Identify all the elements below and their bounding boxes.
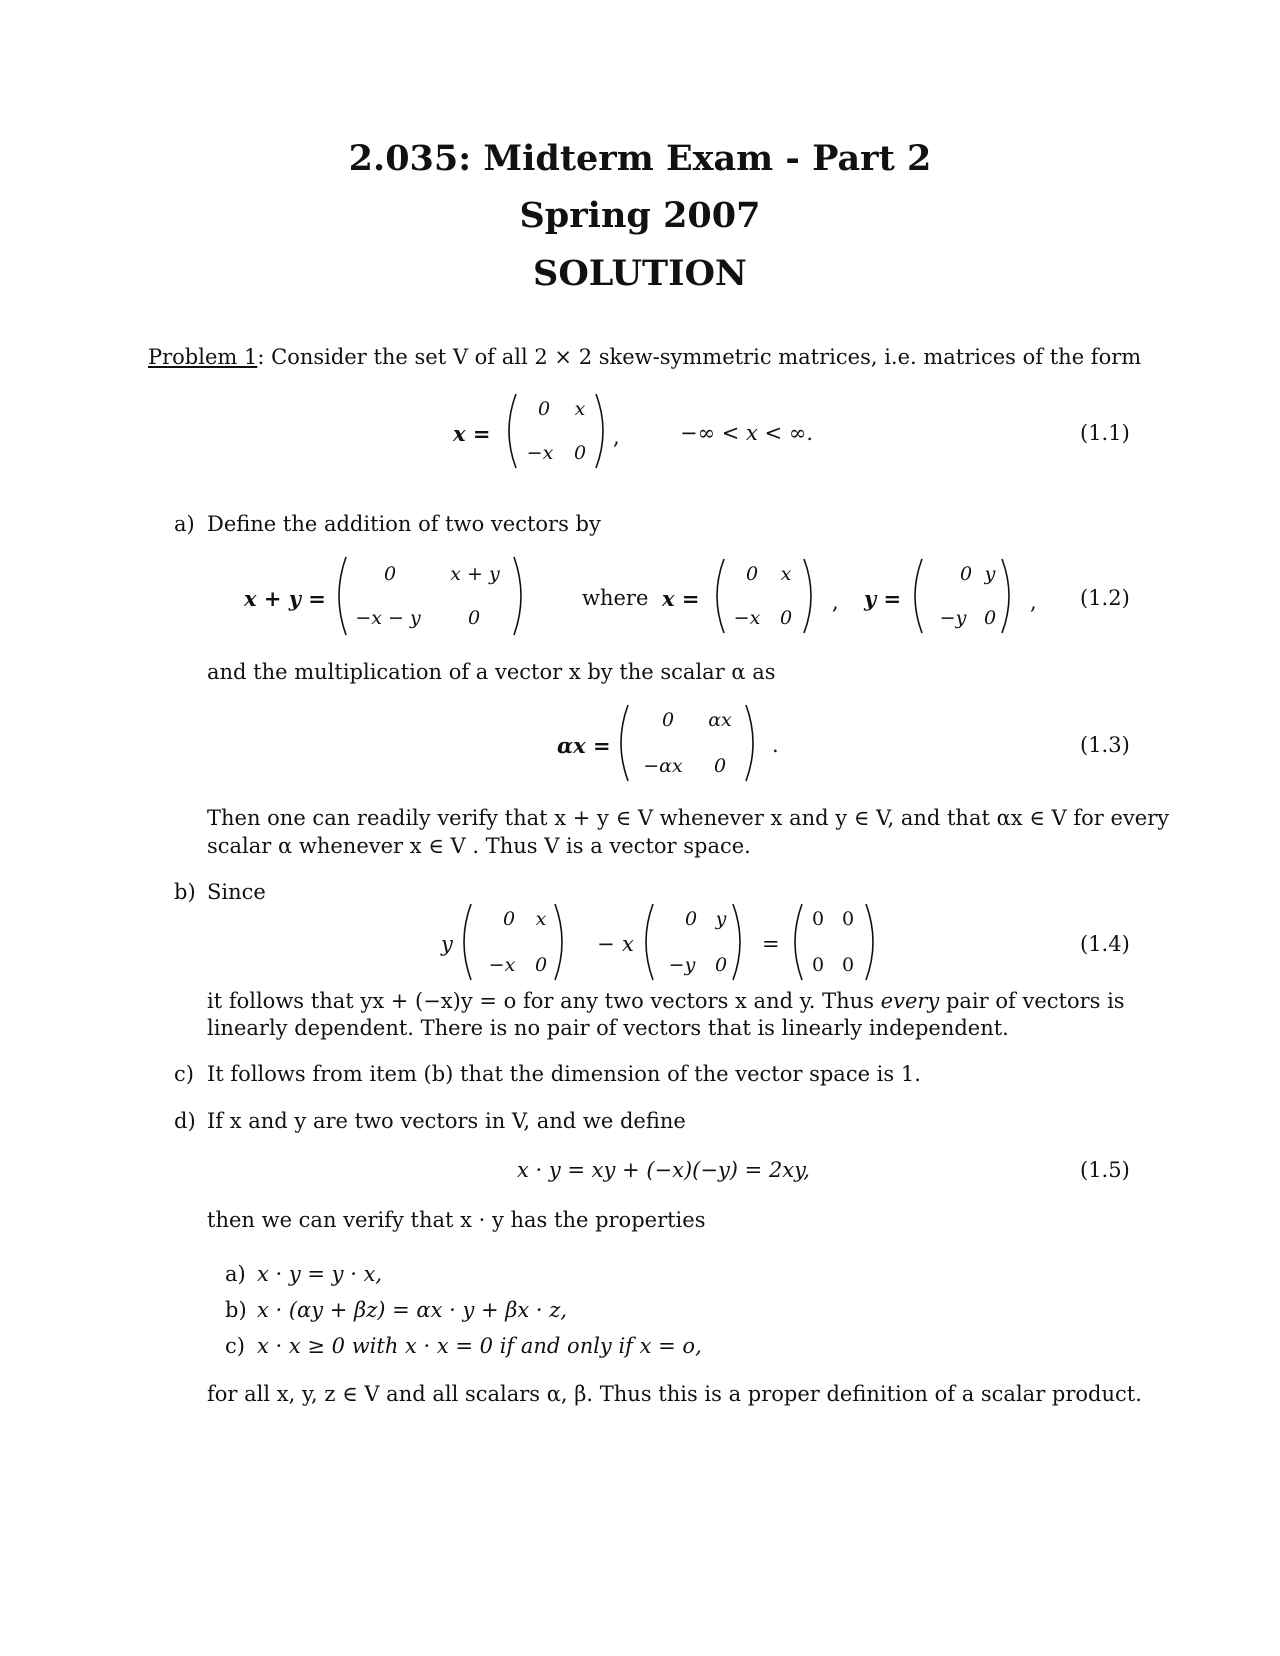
- eq3-number: (1.3): [1080, 733, 1130, 757]
- part-d-then-text: then we can verify that x · y has the properties: [207, 1208, 706, 1232]
- matrix-cell: x: [780, 563, 792, 585]
- eq4-matrix2: [637, 902, 749, 982]
- matrix-cell: x: [574, 398, 586, 420]
- part-a-label: a): [174, 512, 195, 536]
- term-subtitle: Spring 2007: [519, 195, 761, 236]
- eq4-matrix1: [455, 902, 571, 982]
- matrix-cell: 0: [745, 563, 759, 585]
- part-b-text: Since: [207, 880, 266, 904]
- matrix-cell: −x: [733, 607, 761, 629]
- property-a-text: x · y = y · x,: [257, 1262, 383, 1286]
- matrix-cell: −y: [668, 954, 696, 976]
- matrix-cell: 0: [502, 908, 516, 930]
- matrix-cell: 0: [537, 398, 551, 420]
- matrix-cell: 0: [841, 954, 855, 976]
- eq1-comma: ,: [613, 425, 620, 449]
- eq2-x-lhs: x =: [662, 586, 700, 611]
- matrix-cell: −αx: [643, 755, 683, 777]
- eq2-y-lhs: y =: [864, 586, 902, 611]
- property-b-label: b): [225, 1298, 247, 1322]
- part-a-text: Define the addition of two vectors by: [207, 512, 601, 536]
- eq3-matrix: [612, 703, 762, 783]
- eq3-lhs: αx =: [557, 733, 611, 758]
- page-title: 2.035: Midterm Exam - Part 2: [348, 138, 932, 179]
- eq1-matrix: [500, 392, 612, 470]
- matrix-cell: 0: [661, 709, 675, 731]
- matrix-cell: −x: [488, 954, 516, 976]
- matrix-cell: x: [535, 908, 547, 930]
- matrix-cell: 0: [573, 442, 587, 464]
- part-d-final-text: for all x, y, z ∈ V and all scalars α, β. Thus this is a proper definition of a scalar product.: [207, 1382, 1142, 1406]
- eq4-coef2: x: [622, 932, 634, 956]
- part-a-conclusion-line2: scalar α whenever x ∈ V . Thus V is a vector space.: [207, 834, 751, 858]
- part-a-conclusion-line1: Then one can readily verify that x + y ∈ V whenever x and y ∈ V, and that αx ∈ V for every: [207, 806, 1170, 830]
- matrix-cell: αx: [708, 709, 732, 731]
- matrix-cell: −y: [939, 607, 967, 629]
- matrix-cell: 0: [713, 755, 727, 777]
- matrix-cell: 0: [467, 607, 481, 629]
- part-b-label: b): [174, 880, 196, 904]
- matrix-cell: 0: [684, 908, 698, 930]
- part-d-text: If x and y are two vectors in V, and we define: [207, 1109, 686, 1133]
- eq3-period: .: [772, 733, 779, 757]
- part-b-line1-pre: it follows that yx + (−x)y = o for any two vectors x and y. Thus: [207, 989, 874, 1013]
- part-b-line1-emphasis: every: [880, 989, 940, 1013]
- property-a-label: a): [225, 1262, 246, 1286]
- matrix-cell: 0: [714, 954, 728, 976]
- eq4-coef1: y: [441, 932, 453, 956]
- matrix-cell: y: [715, 908, 727, 930]
- part-b-line1: [207, 989, 1125, 1013]
- matrix-cell: 0: [983, 607, 997, 629]
- part-d-label: d): [174, 1109, 196, 1133]
- problem1-colon: :: [257, 345, 265, 369]
- eq4-matrix3: [786, 902, 882, 982]
- eq4-number: (1.4): [1080, 932, 1130, 956]
- problem1-label: Problem 1: [148, 345, 258, 369]
- matrix-cell: 0: [811, 954, 825, 976]
- eq5-expression: x · y = xy + (−x)(−y) = 2xy,: [517, 1158, 810, 1182]
- matrix-cell: 0: [383, 563, 397, 585]
- property-c-label: c): [225, 1334, 245, 1358]
- part-a-mult-text: and the multiplication of a vector x by the scalar α as: [207, 660, 776, 684]
- matrix-cell: x + y: [450, 563, 500, 585]
- eq2-comma1: ,: [832, 590, 839, 614]
- part-b-line1-post: pair of vectors is: [945, 989, 1125, 1013]
- eq2-y-matrix: [906, 557, 1018, 635]
- eq4-minus: −: [597, 932, 615, 956]
- matrix-cell: 0: [959, 563, 973, 585]
- part-c-label: c): [174, 1062, 194, 1086]
- eq2-comma2: ,: [1030, 590, 1037, 614]
- matrix-cell: 0: [811, 908, 825, 930]
- problem1-intro-text: Consider the set V of all 2 × 2 skew-symmetric matrices, i.e. matrices of the form: [271, 345, 1142, 369]
- eq4-equals: =: [762, 932, 780, 956]
- property-b-text: x · (αy + βz) = αx · y + βx · z,: [257, 1298, 568, 1322]
- eq2-sum-matrix: [330, 555, 530, 637]
- matrix-cell: −x: [526, 442, 554, 464]
- eq5-number: (1.5): [1080, 1158, 1130, 1182]
- solution-subtitle: SOLUTION: [533, 253, 747, 294]
- property-c-text: x · x ≥ 0 with x · x = 0 if and only if x = o,: [257, 1334, 702, 1358]
- problem1-intro: [148, 345, 1141, 369]
- matrix-cell: −x − y: [355, 607, 421, 629]
- matrix-cell: 0: [779, 607, 793, 629]
- eq2-lhs: x + y =: [244, 586, 326, 611]
- matrix-cell: y: [984, 563, 996, 585]
- eq1-lhs: x =: [453, 421, 491, 446]
- eq1-condition: −∞ < x < ∞.: [680, 421, 813, 445]
- part-c-text: It follows from item (b) that the dimension of the vector space is 1.: [207, 1062, 921, 1086]
- part-b-line2: linearly dependent. There is no pair of vectors that is linearly independent.: [207, 1016, 1009, 1040]
- matrix-cell: 0: [841, 908, 855, 930]
- eq2-where: where: [582, 586, 649, 610]
- eq2-x-matrix: [708, 557, 820, 635]
- matrix-cell: 0: [534, 954, 548, 976]
- eq2-number: (1.2): [1080, 586, 1130, 610]
- eq1-number: (1.1): [1080, 421, 1130, 445]
